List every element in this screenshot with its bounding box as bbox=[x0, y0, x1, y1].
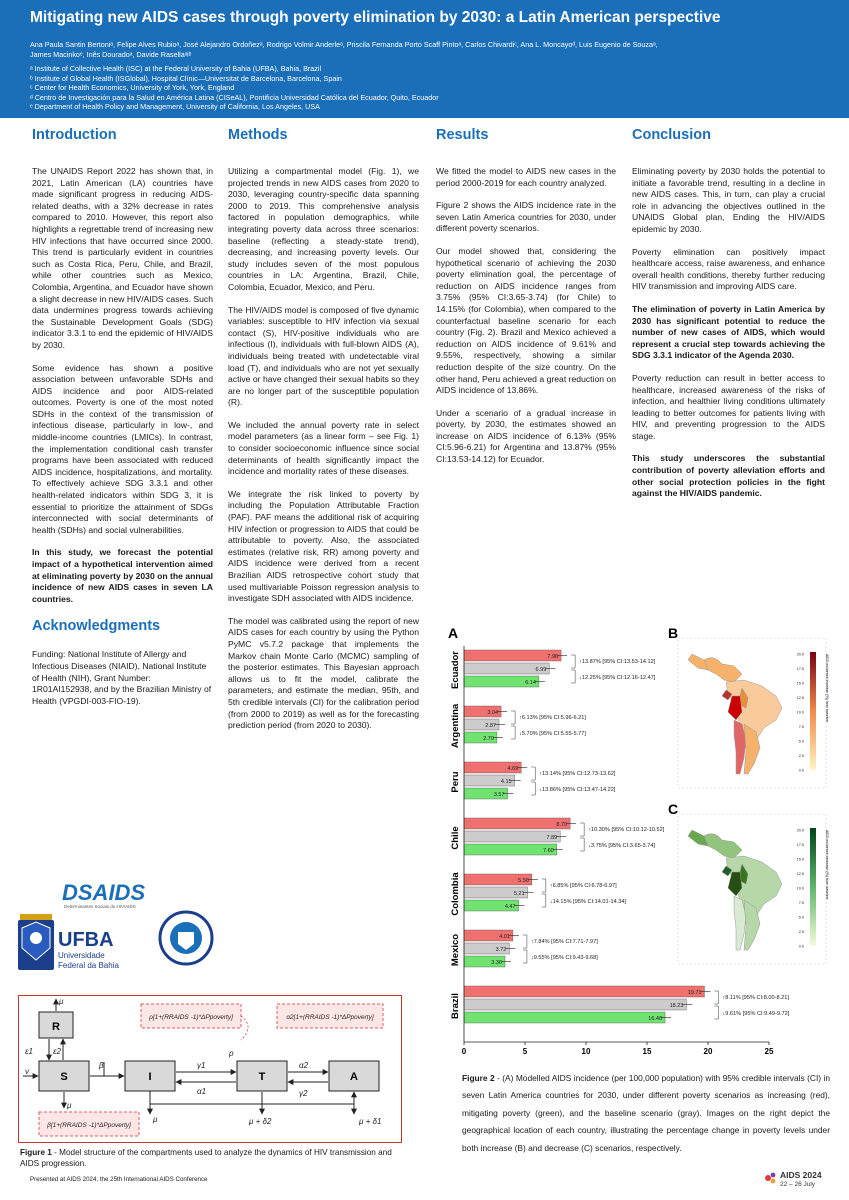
affiliation-b: ᵇ Institute of Global Health (ISGlobal), Hospital Clínic—Universitat de Barcelona, Barcelona, Spain bbox=[30, 73, 342, 83]
bar-value-colombia-increase: 5.56 bbox=[518, 878, 529, 884]
conclusion-heading: Conclusion bbox=[632, 127, 711, 143]
country-label-colombia: Colombia bbox=[450, 872, 461, 916]
legend-decrease-tick-1: 17.5 bbox=[796, 843, 804, 847]
legend-increase-tick-8: 0.0 bbox=[798, 768, 804, 773]
bracket-decrease-argentina bbox=[511, 726, 515, 739]
x-tick-label-25: 25 bbox=[764, 1047, 774, 1056]
bar-value-chile-decrease: 7.60 bbox=[543, 848, 554, 854]
bracket-decrease-peru bbox=[531, 782, 535, 795]
dsaids-logo-text: DSAIDS bbox=[62, 880, 146, 905]
bar-value-ecuador-baseline: 6.99 bbox=[535, 667, 547, 673]
conference-logo-svg bbox=[762, 1168, 842, 1188]
methods-paragraph-1: Utilizing a compartmental model (Fig. 1), we projected trends in new AIDS cases from 2020 to 2030, leveraging country-specific data spanning 2000 to 2019. This comprehensive analysis factored in population demographics, while integrating poverty data across three scenarios: baseline (reflecting a steady-state trend), decreasing, and increasing poverty levels. Our study includes seven of the most populous countries in LA: Argentina, Brazil, Chile, Colombia, Ecuador, Mexico, and Peru. bbox=[228, 166, 419, 292]
bar-value-chile-baseline: 7.89 bbox=[546, 835, 558, 841]
change-label-ecuador-decrease: ↓12.25% [95% CI:12.16-12.47] bbox=[579, 675, 656, 681]
change-label-colombia-decrease: ↓14.15% [95% CI:14.01-14.34] bbox=[549, 899, 627, 905]
change-label-argentina-increase: ↑6.13% [95% CI:5.96-6.21] bbox=[519, 715, 586, 721]
bar-value-argentina-baseline: 2.87 bbox=[485, 723, 497, 729]
legend-decrease-tick-2: 15.0 bbox=[796, 857, 804, 862]
author-list bbox=[30, 40, 819, 59]
x-tick-label-20: 20 bbox=[703, 1047, 713, 1056]
methods-paragraph-2: The HIV/AIDS model is composed of five dynamic variables: susceptible to HIV infection via sexual contact (S), HIV-positive individuals who are infectious (I), individuals with full-blown AIDS (A), individuals being treated with undetectable viral load (T), and individuals who are not yet sexually active or have changed their sexual habits so they are no longer part of the susceptible population (R). bbox=[228, 304, 419, 408]
svg-text:ρ[1+(RRAIDS -1)*ΔPpoverty]: ρ[1+(RRAIDS -1)*ΔPpoverty] bbox=[149, 1014, 233, 1021]
country-label-argentina: Argentina bbox=[450, 703, 461, 749]
conclusion-paragraph-1: Eliminating poverty by 2030 holds the potential to initiate a favorable trend, resulting in a decline in new AIDS cases. This, in turn, can play a crucial role in advancing the objectives outlined in the UNAIDS Global plan, Ending the HIV/AIDS epidemic by 2030. bbox=[632, 166, 825, 234]
bar-value-mexico-baseline: 3.72 bbox=[495, 947, 507, 953]
change-label-mexico-decrease: ↓9.55% [95% CI:9.43-9.68] bbox=[530, 955, 598, 961]
poster-header bbox=[0, 0, 849, 118]
change-label-peru-increase: ↑13.14% [95% CI:12.73-13.62] bbox=[539, 771, 616, 777]
bar-value-argentina-increase: 3.04 bbox=[487, 710, 499, 716]
x-tick-label-10: 10 bbox=[581, 1047, 591, 1056]
bar-brazil-increase bbox=[464, 986, 704, 997]
bar-brazil-decrease bbox=[464, 1012, 665, 1023]
country-label-mexico: Mexico bbox=[450, 933, 461, 967]
dsaids-logo-subtitle: Determinantes Sociais do HIV/AIDS bbox=[64, 904, 136, 909]
bracket-increase-ecuador bbox=[571, 655, 575, 668]
footer-note: Presented at AIDS 2024, the 25th International AIDS Conference bbox=[30, 1176, 208, 1183]
affiliation-d: ᵈ Centro de Investigación para la Salud en América Latina (CISeAL), Pontificia Universidad Católica del Ecuador, Quito, Ecuador bbox=[30, 92, 439, 102]
conclusion-paragraph-5: This study underscores the substantial contribution of poverty alleviation efforts and other social protection policies in the fight against the HIV/AIDS pandemic. bbox=[632, 453, 825, 499]
legend-increase-tick-7: 2.5 bbox=[798, 754, 804, 758]
bar-value-colombia-baseline: 5.21 bbox=[513, 891, 525, 897]
legend-increase-tick-3: 12.5 bbox=[796, 696, 804, 700]
bracket-increase-mexico bbox=[523, 935, 527, 948]
conference-logo bbox=[762, 1168, 842, 1188]
results-paragraph-1: We fitted the model to AIDS new cases in the period 2000-2019 for each country analyzed. bbox=[436, 166, 616, 188]
legend-increase-tick-0: 20.0 bbox=[796, 652, 804, 657]
affiliation-c: ᶜ Center for Health Economics, University of York, York, England bbox=[30, 83, 235, 92]
results-paragraph-3: Our model showed that, considering the hypothetical scenario of achieving the 2030 poverty elimination goal, the percentage of reduction on AIDS incidence ranges from 3.75% (95% CI:3.65-3.74) (for Chile) to 14.15% (for Colombia), when compared to the counterfactual baseline scenario for each country (Fig. 2). Brazil and Mexico achieved a reduction on AIDS incidence of 9.61% and 9.55%, respectively, showing a similar reduction despite of the size country. On the other hand, Peru achieved a great reduction on AIDS incidence of 13.86%. bbox=[436, 245, 616, 396]
legend-decrease-tick-5: 7.5 bbox=[798, 901, 804, 905]
legend-increase-tick-4: 10.0 bbox=[796, 710, 804, 715]
svg-text:ε1: ε1 bbox=[25, 1047, 33, 1056]
x-tick-label-5: 5 bbox=[522, 1047, 528, 1056]
country-label-chile: Chile bbox=[450, 826, 461, 850]
introduction-column bbox=[32, 126, 213, 707]
compartment-diagram bbox=[19, 996, 400, 1141]
bar-value-peru-baseline: 4.15 bbox=[500, 779, 512, 785]
node-i bbox=[125, 1061, 175, 1091]
logo-graphics bbox=[14, 878, 214, 983]
legend-increase-tick-6: 5.0 bbox=[798, 739, 804, 744]
country-label-peru: Peru bbox=[450, 771, 461, 793]
svg-text:ρ: ρ bbox=[229, 1049, 234, 1058]
svg-text:S: S bbox=[60, 1071, 68, 1083]
change-label-chile-decrease: ↓3.75% [95% CI:3.65-3.74] bbox=[588, 843, 655, 849]
isc-seal-icon bbox=[160, 912, 212, 964]
affiliation-a: ᵃ Institute of Collective Health (ISC) at the Federal University of Bahia (UFBA), Bahia, Brazil bbox=[30, 64, 322, 73]
introduction-paragraph-2: Some evidence has shown a positive association between unfavorable SDHs and AIDS incidence and poor AIDS-related outcomes. Poverty is one of the most noted SDHs in the context of the transmission of infectious disease, particularly in low-, and middle-income countries (LMICs). In contrast, the implementation conditional cash transfer programs have been associated with reduced AIDS incidence, hospitalizations, and mortality. To effectively achieve SDG 3.3.1 and other health-related indicators within SDG 3, it is essential to prioritize the attainment of SDGs interconnected with social determinants of health (SDHs) and social vulnerabilities. bbox=[32, 362, 213, 535]
authors-line-1: Ana Paula Santin Bertoniᵃ, Felipe Alves Rubioᵃ, José Alejandro Ordoñezᵃ, Rodrigo Volmir Anderleᵃ, Priscila Fernanda Porto Scaff Pintoᵃ, Carlos Chivardiᶜ, Ana L. Moncayoᵈ, Luis Eugenio de Souzaᵃ, bbox=[30, 40, 658, 49]
bracket-decrease-chile bbox=[580, 838, 584, 851]
legend-decrease-title: AIDS incidence decrease (%) from baseline bbox=[825, 830, 829, 900]
svg-text:A: A bbox=[350, 1071, 358, 1083]
introduction-paragraph-3: In this study, we forecast the potential impact of a hypothetical intervention aimed at eliminating poverty by 2030 on the annual incidence of new AIDS cases in seven LA countries. bbox=[32, 547, 213, 604]
bar-chile-increase bbox=[464, 818, 570, 829]
ufba-logo-text: UFBA bbox=[58, 929, 114, 951]
bar-value-colombia-decrease: 4.47 bbox=[504, 904, 516, 910]
results-column bbox=[436, 126, 616, 466]
conference-dates: 22 – 26 July bbox=[780, 1181, 816, 1188]
legend-decrease-tick-7: 2.5 bbox=[798, 930, 804, 934]
ufba-logo-subtitle-2: Federal da Bahia bbox=[58, 961, 119, 970]
bar-value-ecuador-increase: 7.96 bbox=[547, 654, 559, 660]
methods-paragraph-4: We integrate the risk linked to poverty by including the Population Attributable Fraction (PAF). PAF means the additional risk of acquiring HIV infection or progression to AIDS that could be attributable to poverty. Also, the associated estimates (relative risk, RR) among poverty and AIDS incidence were derived from a recent Brazilian AIDS retrospective cohort study that used multivariable Poisson regression analysis to investigate SDH associated with AIDS incidence. bbox=[228, 488, 419, 604]
svg-text:R: R bbox=[52, 1021, 60, 1033]
svg-text:μ: μ bbox=[67, 1101, 72, 1110]
legend-decrease-tick-4: 10.0 bbox=[796, 886, 804, 891]
bracket-increase-brazil bbox=[714, 991, 718, 1004]
legend-decrease-tick-3: 12.5 bbox=[796, 872, 804, 876]
svg-text:α2[1+(RRAIDS -1)*ΔPpoverty]: α2[1+(RRAIDS -1)*ΔPpoverty] bbox=[286, 1014, 374, 1021]
country-label-ecuador: Ecuador bbox=[450, 650, 461, 690]
introduction-heading: Introduction bbox=[32, 127, 117, 143]
svg-text:μ + δ2: μ + δ2 bbox=[249, 1117, 272, 1126]
figure-2-caption bbox=[462, 1070, 830, 1157]
figure-2-caption-text: - (A) Modelled AIDS incidence (per 100,000 population) with 95% credible intervals (CI) in seven Latin America countries for 2030, under different poverty scenarios as increasing (red), mitigating poverty (green), and the baseline scenario (gray). Images on the right depict the geographical location of each country, illustrating the percentage change in poverty levels under both increase (B) and decrease (C) scenarios, respectively. bbox=[462, 1073, 830, 1153]
legend-decrease-tick-0: 20.0 bbox=[796, 828, 804, 833]
conference-name: AIDS 2024 bbox=[780, 1170, 822, 1180]
bracket-increase-chile bbox=[580, 823, 584, 836]
map-decrease-svg bbox=[664, 800, 836, 970]
svg-text:μ: μ bbox=[59, 997, 64, 1006]
results-paragraph-4: Under a scenario of a gradual increase in poverty, by 2030, the estimates showed an increase on AIDS incidence of 6.13% (95% CI:5.96-6.21) for Argentina and 13.87% (95% CI:13.53-14.12) for Ecuador. bbox=[436, 407, 616, 465]
bracket-decrease-colombia bbox=[542, 894, 546, 907]
node-t bbox=[237, 1061, 287, 1091]
acknowledgments-text: Funding: National Institute of Allergy and Infectious Diseases (NIAID), National Institute of Health (NIH), Grant Number: 1R01AI152938, and by the Brazilian Ministry of Health (VPGDI-003-FIO-19). bbox=[32, 649, 212, 706]
svg-text:v: v bbox=[25, 1067, 29, 1076]
svg-text:γ1: γ1 bbox=[197, 1061, 206, 1070]
country-label-brazil: Brazil bbox=[450, 993, 461, 1019]
bracket-increase-peru bbox=[531, 767, 535, 780]
bar-value-peru-increase: 4.69 bbox=[507, 766, 519, 772]
bar-value-brazil-decrease: 16.48 bbox=[648, 1016, 663, 1022]
bar-value-mexico-increase: 4.01 bbox=[499, 934, 510, 940]
methods-paragraph-5: The model was calibrated using the report of new AIDS cases for each country by using the Python PyMC v5.7.2 package that implements the Markov chain Monte Carlo (MCMC) sampling of the posterior estimates. This Bayesian approach allows us to fit the model, calibrate the parameters, and estimate the median, 95th, and 5th credible intervals (CI) for the calibration period (from 2000 to 2019) as well as for the forecasting prediction period (from 2020 to 2030). bbox=[228, 615, 419, 731]
ufba-logo-subtitle-1: Universidade bbox=[58, 951, 105, 960]
node-a bbox=[329, 1061, 379, 1091]
figure-2c-map bbox=[664, 800, 836, 970]
change-label-mexico-increase: ↑7.84% [95% CI:7.71-7.97] bbox=[530, 939, 598, 945]
methods-paragraph-3: We included the annual poverty rate in select model parameters (as a linear form – see Fig. 1) to consider socioeconomic influence since social determinants of health significantly impact the incidence and mortality rates of these diseases. bbox=[228, 419, 419, 477]
acknowledgments-heading: Acknowledgments bbox=[32, 618, 161, 635]
svg-text:μ: μ bbox=[153, 1115, 158, 1124]
authors-line-2: James Macinkoᵉ, Inês Douradoᵃ, Davide Rasellaᵃʲᵇ bbox=[30, 49, 192, 59]
institution-logos bbox=[14, 878, 214, 983]
node-s bbox=[39, 1061, 89, 1091]
figure-1-caption-label: Figure 1 bbox=[20, 1148, 52, 1157]
methods-heading: Methods bbox=[228, 127, 288, 143]
figure-1-caption-text: - Model structure of the compartments used to analyze the dynamics of HIV transmission and AIDS progression. bbox=[20, 1148, 392, 1168]
results-heading: Results bbox=[436, 127, 489, 143]
conclusion-paragraph-3: The elimination of poverty in Latin America by 2030 has significant potential to reduce the number of new cases of AIDS, which would represent a crucial step towards achieving the SDG 3.3.1 indicator of the Agenda 2030. bbox=[632, 303, 825, 361]
legend-decrease-tick-8: 0.0 bbox=[798, 944, 804, 949]
poster-title: Mitigating new AIDS cases through poverty elimination by 2030: a Latin American perspective bbox=[30, 9, 721, 26]
svg-text:μ + δ1: μ + δ1 bbox=[359, 1117, 382, 1126]
x-tick-label-0: 0 bbox=[461, 1047, 467, 1056]
legend-increase-tick-2: 15.0 bbox=[796, 681, 804, 686]
change-label-argentina-decrease: ↓5.70% [95% CI:5.55-5.77] bbox=[519, 731, 586, 737]
bar-value-ecuador-decrease: 6.14 bbox=[525, 680, 536, 686]
bar-value-brazil-baseline: 18.23 bbox=[669, 1003, 684, 1009]
panel-c-label: C bbox=[668, 801, 679, 817]
bar-brazil-baseline bbox=[464, 999, 686, 1010]
node-r bbox=[39, 1012, 73, 1038]
panel-a-label: A bbox=[448, 625, 459, 641]
map-increase-svg bbox=[664, 624, 836, 794]
conclusion-paragraph-4: Poverty reduction can result in better access to healthcare, increased awareness of the risks of infection, and healthier living conditions ultimately leading to better outcomes for patients living with HIV, and preventing progression to the AIDS stage. bbox=[632, 372, 825, 441]
figure-1-caption bbox=[20, 1148, 400, 1169]
change-label-brazil-decrease: ↓9.61% [95% CI:9.49-9.72] bbox=[722, 1011, 790, 1017]
figure-2b-map bbox=[664, 624, 836, 794]
bar-value-mexico-decrease: 3.36 bbox=[491, 960, 502, 966]
bracket-increase-argentina bbox=[511, 711, 515, 724]
x-tick-label-15: 15 bbox=[642, 1047, 652, 1056]
bar-value-chile-increase: 8.70 bbox=[556, 822, 568, 828]
affiliation-list bbox=[30, 64, 819, 112]
results-paragraph-2: Figure 2 shows the AIDS incidence rate in the seven Latin America countries for 2030, under different poverty scenarios. bbox=[436, 200, 616, 234]
svg-text:β[1+(RRAIDS -1)*ΔPpoverty]: β[1+(RRAIDS -1)*ΔPpoverty] bbox=[47, 1122, 131, 1129]
change-label-chile-increase: ↑10.30% [95% CI:10.12-10.52] bbox=[588, 827, 665, 833]
conclusion-paragraph-2: Poverty elimination can positively impact healthcare access, raise awareness, and enhance overall health conditions, thereby further reducing HIV transmission and improving AIDS care. bbox=[632, 246, 825, 292]
conclusion-column bbox=[632, 126, 825, 500]
bar-value-argentina-decrease: 2.70 bbox=[483, 736, 494, 742]
bracket-decrease-mexico bbox=[523, 950, 527, 963]
svg-text:γ2: γ2 bbox=[299, 1089, 308, 1098]
legend-increase-title: AIDS incidence increase (%) from baseline bbox=[825, 654, 829, 723]
figure-1-model-diagram bbox=[18, 995, 402, 1143]
legend-increase-tick-5: 7.5 bbox=[798, 725, 804, 729]
change-label-ecuador-increase: ↑13.87% [95% CI:13.53-14.12] bbox=[579, 659, 656, 665]
bracket-decrease-ecuador bbox=[571, 670, 575, 683]
panel-b-label: B bbox=[668, 625, 679, 641]
bar-value-brazil-increase: 19.71 bbox=[687, 990, 702, 996]
svg-text:I: I bbox=[148, 1071, 152, 1083]
introduction-paragraph-1: The UNAIDS Report 2022 has shown that, in 2021, Latin American (LA) countries have made significant progress in reducing AIDS-related deaths, with a 32% decrease in rates compared to 2010. However, this report also highlights a regrettable trend of increasing new HIV infections that have occurred since 2000. This trend is particularly evident in countries such as Costa Rica, Peru, Chile, and Brazil, while other countries such as Mexico, Colombia, Argentina, and Ecuador have shown a slight decrease in new HIV/AIDS cases. Such data undermines progress towards achieving the Sustainable Development Goals (SDG) indicator 3.3.1 to end the epidemic of HIV/AIDS by 2030. bbox=[32, 166, 213, 350]
bracket-decrease-brazil bbox=[714, 1006, 718, 1019]
affiliation-e: ᵉ Department of Health Policy and Management, University of California, Los Angeles, USA bbox=[30, 102, 320, 111]
methods-column bbox=[228, 126, 419, 732]
svg-text:α2: α2 bbox=[299, 1061, 309, 1070]
bracket-increase-colombia bbox=[542, 879, 546, 892]
change-label-colombia-increase: ↑6.85% [95% CI:6.78-6.97] bbox=[549, 883, 617, 889]
change-label-peru-decrease: ↓13.86% [95% CI:13.47-14.22] bbox=[539, 787, 616, 793]
legend-decrease-tick-6: 5.0 bbox=[798, 915, 804, 920]
svg-text:α1: α1 bbox=[197, 1087, 207, 1096]
svg-text:β: β bbox=[99, 1061, 104, 1070]
legend-increase-tick-1: 17.5 bbox=[796, 667, 804, 671]
svg-text:T: T bbox=[258, 1071, 266, 1083]
change-label-brazil-increase: ↑8.11% [95% CI:8.00-8.21] bbox=[722, 995, 789, 1001]
ufba-crest-icon bbox=[18, 914, 54, 970]
bar-value-peru-decrease: 3.57 bbox=[493, 792, 505, 798]
figure-2-caption-label: Figure 2 bbox=[462, 1073, 495, 1083]
svg-text:ε2: ε2 bbox=[53, 1047, 61, 1056]
aids-ribbon-icon bbox=[765, 1173, 775, 1184]
